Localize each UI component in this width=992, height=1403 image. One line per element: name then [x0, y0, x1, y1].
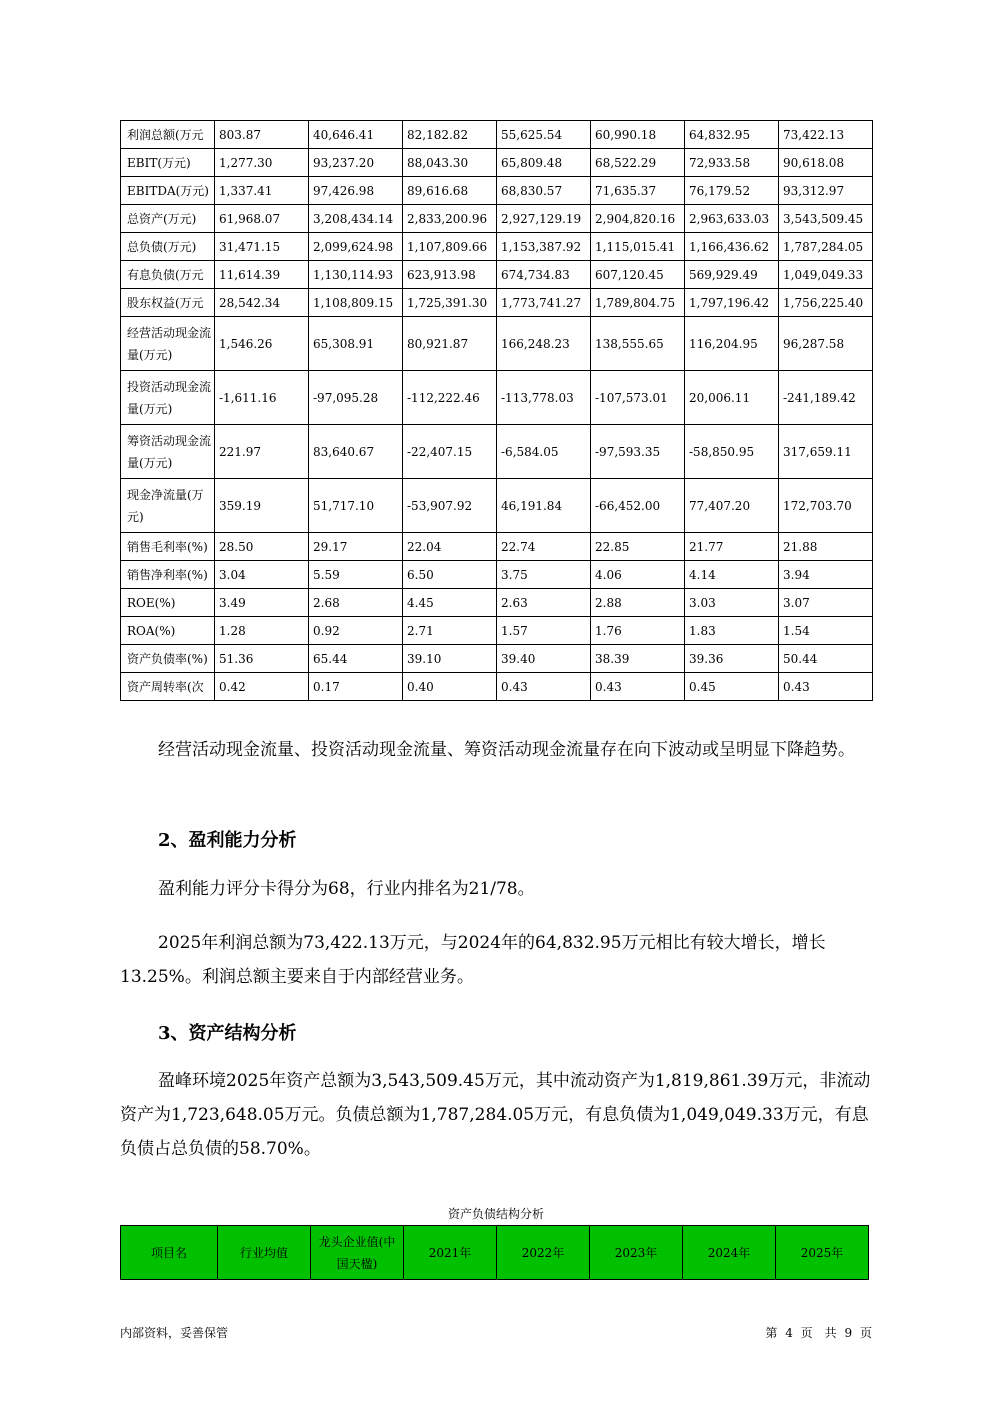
- value-cell: 1,153,387.92: [497, 233, 591, 261]
- value-cell: -241,189.42: [779, 371, 873, 425]
- table-row: [121, 533, 873, 561]
- value-cell: 3.07: [779, 589, 873, 617]
- value-cell: 803.87: [215, 121, 309, 149]
- value-cell: 1,108,809.15: [309, 289, 403, 317]
- value-cell: 38.39: [591, 645, 685, 673]
- value-cell: 1.28: [215, 617, 309, 645]
- header-cell: 龙头企业值(中国天楹): [311, 1226, 404, 1280]
- section2-heading: 2、盈利能力分析: [158, 830, 297, 851]
- value-cell: -107,573.01: [591, 371, 685, 425]
- value-cell: 29.17: [309, 533, 403, 561]
- footer-page-number: [765, 1324, 872, 1341]
- value-cell: -22,407.15: [403, 425, 497, 479]
- value-cell: 21.88: [779, 533, 873, 561]
- value-cell: -113,778.03: [497, 371, 591, 425]
- value-cell: 1.83: [685, 617, 779, 645]
- page-mid: 页 共: [800, 1326, 837, 1340]
- row-label: 资产周转率(次: [121, 673, 215, 701]
- table-row: [121, 289, 873, 317]
- value-cell: 89,616.68: [403, 177, 497, 205]
- score-paragraph: 盈利能力评分卡得分为68，行业内排名为21/78。: [158, 879, 535, 899]
- row-label: 筹资活动现金流量(万元): [121, 425, 215, 479]
- value-cell: 0.17: [309, 673, 403, 701]
- value-cell: 623,913.98: [403, 261, 497, 289]
- value-cell: 317,659.11: [779, 425, 873, 479]
- value-cell: 0.92: [309, 617, 403, 645]
- value-cell: 3,208,434.14: [309, 205, 403, 233]
- value-cell: 3.94: [779, 561, 873, 589]
- value-cell: 1,049,049.33: [779, 261, 873, 289]
- value-cell: -58,850.95: [685, 425, 779, 479]
- value-cell: 1,337.41: [215, 177, 309, 205]
- table-row: [121, 121, 873, 149]
- value-cell: -97,095.28: [309, 371, 403, 425]
- value-cell: 2,927,129.19: [497, 205, 591, 233]
- value-cell: 221.97: [215, 425, 309, 479]
- profit-paragraph: 2025年利润总额为73,422.13万元，与2024年的64,832.95万元相比有较大增长，增长13.25%。利润总额主要来自于内部经营业务。: [120, 933, 826, 987]
- row-label: 有息负债(万元: [121, 261, 215, 289]
- value-cell: 39.40: [497, 645, 591, 673]
- table-row: [121, 673, 873, 701]
- value-cell: 3,543,509.45: [779, 205, 873, 233]
- value-cell: 22.04: [403, 533, 497, 561]
- row-label: ROE(%): [121, 589, 215, 617]
- header-cell: 2023年: [590, 1226, 683, 1280]
- header-cell: 2022年: [497, 1226, 590, 1280]
- value-cell: 1,107,809.66: [403, 233, 497, 261]
- value-cell: 1,546.26: [215, 317, 309, 371]
- financial-indicators-table: [120, 120, 873, 701]
- row-label: EBITDA(万元): [121, 177, 215, 205]
- value-cell: 28,542.34: [215, 289, 309, 317]
- value-cell: 80,921.87: [403, 317, 497, 371]
- table-row: [121, 205, 873, 233]
- row-label: 投资活动现金流量(万元): [121, 371, 215, 425]
- page-suffix: 页: [859, 1326, 872, 1340]
- cashflow-note-paragraph: 经营活动现金流量、投资活动现金流量、筹资活动现金流量存在向下波动或呈明显下降趋势。: [158, 740, 855, 760]
- value-cell: 51.36: [215, 645, 309, 673]
- table-row: [121, 177, 873, 205]
- value-cell: 93,312.97: [779, 177, 873, 205]
- value-cell: 21.77: [685, 533, 779, 561]
- value-cell: 20,006.11: [685, 371, 779, 425]
- table-row: [121, 589, 873, 617]
- value-cell: 2,833,200.96: [403, 205, 497, 233]
- value-cell: 2,963,633.03: [685, 205, 779, 233]
- balance-table-caption: 资产负债结构分析: [447, 1207, 544, 1221]
- value-cell: 3.75: [497, 561, 591, 589]
- value-cell: -97,593.35: [591, 425, 685, 479]
- value-cell: 71,635.37: [591, 177, 685, 205]
- asset-paragraph: 盈峰环境2025年资产总额为3,543,509.45万元，其中流动资产为1,819,861.39万元，非流动资产为1,723,648.05万元。负债总额为1,787,284.05万元，有息负债为1,049,049.33万元，有息负债占总负债的58.70%。: [120, 1071, 871, 1159]
- balance-structure-table: [120, 1225, 869, 1280]
- value-cell: 0.45: [685, 673, 779, 701]
- value-cell: 50.44: [779, 645, 873, 673]
- header-cell: 2024年: [683, 1226, 776, 1280]
- value-cell: 1.57: [497, 617, 591, 645]
- table-row: [121, 261, 873, 289]
- value-cell: -53,907.92: [403, 479, 497, 533]
- row-label: 资产负债率(%): [121, 645, 215, 673]
- value-cell: 172,703.70: [779, 479, 873, 533]
- value-cell: 22.85: [591, 533, 685, 561]
- value-cell: 39.10: [403, 645, 497, 673]
- value-cell: 1,277.30: [215, 149, 309, 177]
- value-cell: -1,611.16: [215, 371, 309, 425]
- table-row: [121, 617, 873, 645]
- row-label: 利润总额(万元: [121, 121, 215, 149]
- value-cell: 2,904,820.16: [591, 205, 685, 233]
- value-cell: 1,166,436.62: [685, 233, 779, 261]
- value-cell: 607,120.45: [591, 261, 685, 289]
- value-cell: 40,646.41: [309, 121, 403, 149]
- value-cell: 68,830.57: [497, 177, 591, 205]
- value-cell: 5.59: [309, 561, 403, 589]
- value-cell: 1,787,284.05: [779, 233, 873, 261]
- header-cell: 2025年: [776, 1226, 869, 1280]
- row-label: 总资产(万元): [121, 205, 215, 233]
- page-current: 4: [785, 1326, 793, 1340]
- value-cell: -112,222.46: [403, 371, 497, 425]
- value-cell: 1,773,741.27: [497, 289, 591, 317]
- value-cell: 90,618.08: [779, 149, 873, 177]
- value-cell: 2.68: [309, 589, 403, 617]
- value-cell: 72,933.58: [685, 149, 779, 177]
- row-label: 股东权益(万元: [121, 289, 215, 317]
- value-cell: 0.40: [403, 673, 497, 701]
- value-cell: 2.71: [403, 617, 497, 645]
- balance-table-header-row: [121, 1226, 869, 1280]
- value-cell: 1,115,015.41: [591, 233, 685, 261]
- value-cell: 3.03: [685, 589, 779, 617]
- value-cell: 77,407.20: [685, 479, 779, 533]
- row-label: 销售净利率(%): [121, 561, 215, 589]
- value-cell: 1,130,114.93: [309, 261, 403, 289]
- value-cell: 22.74: [497, 533, 591, 561]
- value-cell: 73,422.13: [779, 121, 873, 149]
- value-cell: 65.44: [309, 645, 403, 673]
- value-cell: 674,734.83: [497, 261, 591, 289]
- value-cell: 4.06: [591, 561, 685, 589]
- value-cell: 55,625.54: [497, 121, 591, 149]
- value-cell: 138,555.65: [591, 317, 685, 371]
- header-cell: 行业均值: [218, 1226, 311, 1280]
- row-label: 总负债(万元): [121, 233, 215, 261]
- value-cell: 1,797,196.42: [685, 289, 779, 317]
- value-cell: 359.19: [215, 479, 309, 533]
- value-cell: 93,237.20: [309, 149, 403, 177]
- value-cell: 3.49: [215, 589, 309, 617]
- value-cell: 65,308.91: [309, 317, 403, 371]
- value-cell: 76,179.52: [685, 177, 779, 205]
- footer-confidential-note: 内部资料，妥善保管: [120, 1326, 229, 1340]
- value-cell: 0.42: [215, 673, 309, 701]
- header-cell: 项目名: [121, 1226, 218, 1280]
- value-cell: 88,043.30: [403, 149, 497, 177]
- value-cell: 4.14: [685, 561, 779, 589]
- table-row: [121, 371, 873, 425]
- value-cell: 1,789,804.75: [591, 289, 685, 317]
- row-label: EBIT(万元): [121, 149, 215, 177]
- page-total: 9: [844, 1326, 853, 1340]
- value-cell: 2.63: [497, 589, 591, 617]
- value-cell: -6,584.05: [497, 425, 591, 479]
- value-cell: 51,717.10: [309, 479, 403, 533]
- value-cell: 1.54: [779, 617, 873, 645]
- value-cell: 6.50: [403, 561, 497, 589]
- section3-heading: 3、资产结构分析: [158, 1023, 297, 1044]
- value-cell: 28.50: [215, 533, 309, 561]
- value-cell: -66,452.00: [591, 479, 685, 533]
- value-cell: 60,990.18: [591, 121, 685, 149]
- value-cell: 61,968.07: [215, 205, 309, 233]
- value-cell: 116,204.95: [685, 317, 779, 371]
- value-cell: 68,522.29: [591, 149, 685, 177]
- value-cell: 83,640.67: [309, 425, 403, 479]
- value-cell: 39.36: [685, 645, 779, 673]
- table-row: [121, 425, 873, 479]
- value-cell: 11,614.39: [215, 261, 309, 289]
- table-row: [121, 317, 873, 371]
- table-row: [121, 149, 873, 177]
- value-cell: 166,248.23: [497, 317, 591, 371]
- value-cell: 0.43: [497, 673, 591, 701]
- value-cell: 65,809.48: [497, 149, 591, 177]
- row-label: 销售毛利率(%): [121, 533, 215, 561]
- row-label: 经营活动现金流量(万元): [121, 317, 215, 371]
- value-cell: 64,832.95: [685, 121, 779, 149]
- value-cell: 0.43: [591, 673, 685, 701]
- value-cell: 569,929.49: [685, 261, 779, 289]
- value-cell: 2.88: [591, 589, 685, 617]
- page-prefix: 第: [765, 1326, 778, 1340]
- value-cell: 0.43: [779, 673, 873, 701]
- row-label: 现金净流量(万元): [121, 479, 215, 533]
- value-cell: 82,182.82: [403, 121, 497, 149]
- value-cell: 31,471.15: [215, 233, 309, 261]
- value-cell: 3.04: [215, 561, 309, 589]
- table-row: [121, 645, 873, 673]
- value-cell: 1,756,225.40: [779, 289, 873, 317]
- table-row: [121, 479, 873, 533]
- row-label: ROA(%): [121, 617, 215, 645]
- header-cell: 2021年: [404, 1226, 497, 1280]
- table-row: [121, 233, 873, 261]
- table-row: [121, 561, 873, 589]
- value-cell: 1.76: [591, 617, 685, 645]
- value-cell: 97,426.98: [309, 177, 403, 205]
- value-cell: 2,099,624.98: [309, 233, 403, 261]
- value-cell: 46,191.84: [497, 479, 591, 533]
- value-cell: 1,725,391.30: [403, 289, 497, 317]
- value-cell: 96,287.58: [779, 317, 873, 371]
- value-cell: 4.45: [403, 589, 497, 617]
